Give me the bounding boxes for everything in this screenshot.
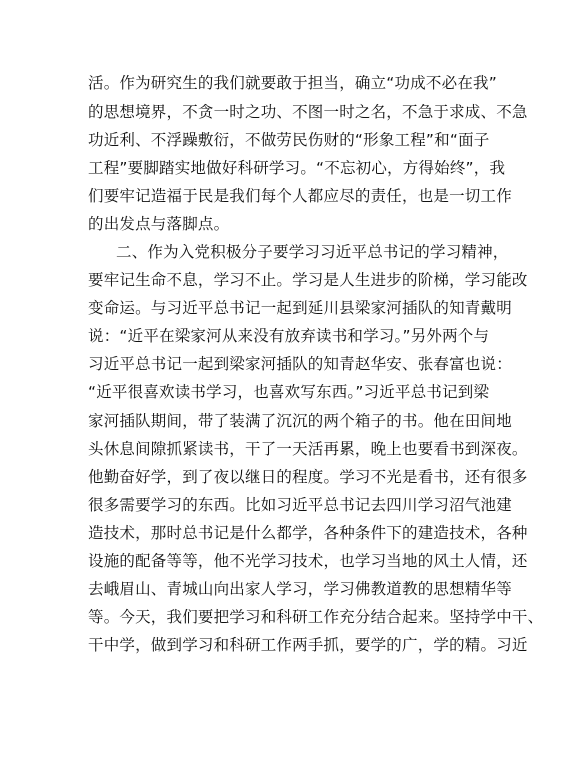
text-line: 说：“近平在梁家河从来没有放弃读书和学习。”另外两个与 bbox=[88, 327, 490, 345]
text-line: 家河插队期间，带了装满了沉沉的两个箱子的书。他在田间地 bbox=[88, 412, 512, 430]
text-line: 头休息间隙抓紧读书，干了一天活再累，晚上也要看书到深夜。 bbox=[88, 440, 528, 458]
text-line: 活。作为研究生的我们就要敢于担当，确立“功成不必在我” bbox=[88, 74, 497, 92]
text-line: 造技术，那时总书记是什么都学，各种条件下的建造技术，各种 bbox=[88, 524, 528, 542]
text-line: 的出发点与落脚点。 bbox=[88, 215, 230, 233]
text-line: 们要牢记造福于民是我们每个人都应尽的责任，也是一切工作 bbox=[88, 187, 512, 205]
text-line: 工程”要脚踏实地做好科研学习。“不忘初心，方得始终”，我 bbox=[88, 159, 506, 177]
text-line: 的思想境界，不贪一时之功、不图一时之名，不急于求成、不急 bbox=[88, 103, 528, 121]
text-line: 很多需要学习的东西。比如习近平总书记去四川学习沼气池建 bbox=[88, 496, 512, 514]
text-line: 功近利、不浮躁敷衍，不做劳民伤财的“形象工程”和“面子 bbox=[88, 131, 490, 149]
text-line: 变命运。与习近平总书记一起到延川县梁家河插队的知青戴明 bbox=[88, 299, 512, 317]
text-line: 干中学，做到学习和科研工作两手抓，要学的广，学的精。习近 bbox=[88, 636, 528, 654]
text-line: 去峨眉山、青城山向出家人学习，学习佛教道教的思想精华等 bbox=[88, 580, 512, 598]
text-line: 设施的配备等等，他不光学习技术，也学习当地的风土人情，还 bbox=[88, 552, 528, 570]
text-line: 习近平总书记一起到梁家河插队的知青赵华安、张春富也说： bbox=[88, 355, 512, 373]
text-line: 他勤奋好学，到了夜以继日的程度。学习不光是看书，还有很多 bbox=[88, 468, 528, 486]
paragraph-heading-line: 二、作为入党积极分子要学习习近平总书记的学习精神， bbox=[116, 243, 509, 261]
text-line: 要牢记生命不息，学习不止。学习是人生进步的阶梯，学习能改 bbox=[88, 271, 528, 289]
text-line: “近平很喜欢读书学习，也喜欢写东西。”习近平总书记到梁 bbox=[88, 383, 490, 401]
text-line: 等。今天，我们要把学习和科研工作充分结合起来。坚持学中干、 bbox=[88, 608, 544, 626]
